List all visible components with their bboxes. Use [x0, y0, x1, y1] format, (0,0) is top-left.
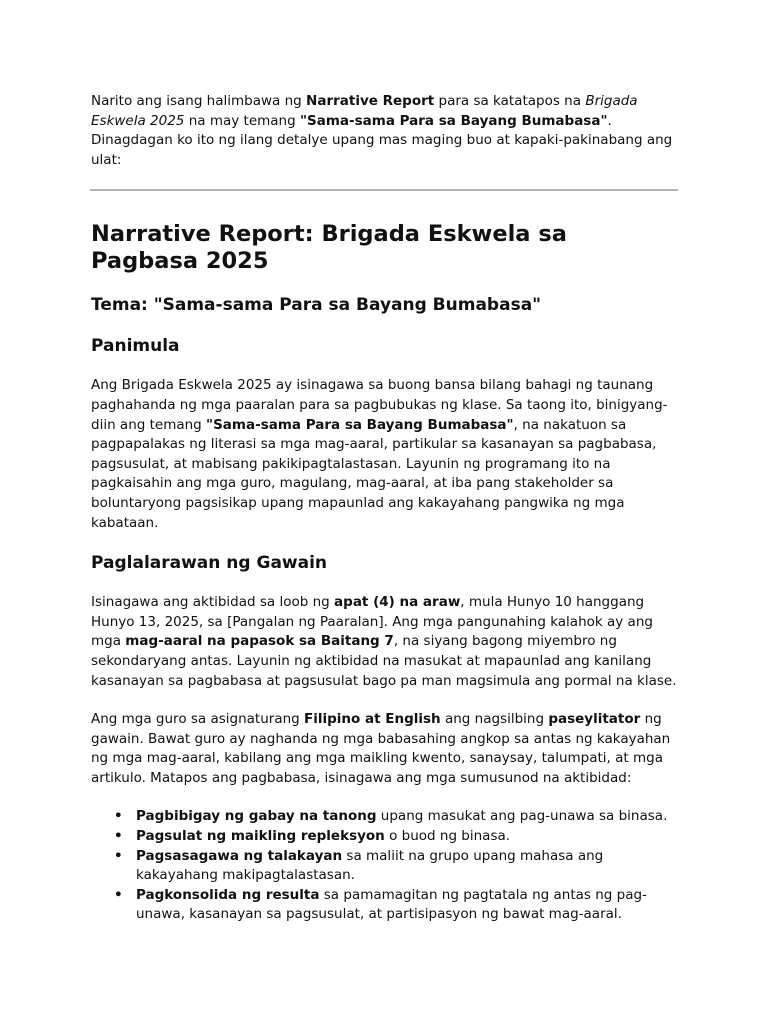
intro-bold-narrative-report: Narrative Report: [306, 93, 435, 109]
panimula-text: , na nakatuon sa pagpapalakas ng literasi sa mga mag-aaral, partikular sa kasanayan sa pagbabasa, pagsusulat, at mabisang pakikipagtalastasan. Layunin ng programang ito na pagkaisahin ang mga guro, magulang, mag-aaral, at iba pang stakeholder sa boluntaryong pagsisikap upang mapaunlad ang kakayahang pangwika ng mga kabataan.: [91, 416, 657, 531]
bullet-icon: •: [114, 828, 123, 845]
intro-bold-theme: "Sama-sama Para sa Bayang Bumabasa": [299, 112, 608, 129]
intro-paragraph: [91, 92, 681, 170]
gawain-text: ang nagsilbing: [440, 711, 549, 728]
gawain-bold-duration: apat (4) na araw: [334, 594, 461, 611]
gawain-paragraph-2: [91, 710, 681, 788]
list-item: [114, 847, 681, 886]
divider: [90, 189, 678, 191]
intro-text: . Dinagdagan ko ito ng ilang detalye upang mas maging buo at kapaki-pakinabang ang ulat:: [91, 112, 673, 168]
list-item-bold: Pagsulat ng maikling repleksyon: [136, 828, 385, 845]
list-item-bold: Pagkonsolida ng resulta: [136, 886, 320, 903]
bullet-icon: •: [114, 847, 123, 864]
list-item: [114, 886, 681, 925]
list-item-text: sa maliit na grupo upang mahasa ang kakayahang makipagtalastasan.: [136, 847, 604, 884]
bullet-icon: •: [114, 886, 123, 903]
list-item-bold: Pagsasagawa ng talakayan: [136, 847, 343, 864]
list-item: [114, 807, 681, 827]
gawain-text: Ang mga guro sa asignaturang: [91, 711, 305, 728]
gawain-text: Isinagawa ang aktibidad sa loob ng: [91, 594, 335, 611]
panimula-paragraph: [91, 376, 681, 533]
bullet-icon: •: [114, 808, 123, 825]
gawain-bold-facilitator: paseylitator: [548, 711, 641, 728]
section-heading-panimula: Panimula: [91, 336, 180, 357]
intro-text: na may temang: [184, 112, 300, 129]
list-item-text: o buod ng binasa.: [384, 828, 511, 845]
activity-list: [91, 807, 681, 925]
list-item: [114, 827, 681, 847]
gawain-bold-subjects: Filipino at English: [304, 711, 441, 728]
gawain-text: , mula Hunyo 10 hanggang Hunyo 13, 2025, sa [Pangalan ng Paaralan]. Ang mga pangunahing kalahok ay ang mga: [91, 594, 653, 650]
panimula-bold-theme: "Sama-sama Para sa Bayang Bumabasa": [206, 416, 514, 433]
theme-heading: Tema: "Sama-sama Para sa Bayang Bumabasa": [91, 295, 542, 316]
report-title: Narrative Report: Brigada Eskwela sa Pagbasa 2025: [91, 221, 567, 275]
gawain-text: , na siyang bagong miyembro ng sekondaryang antas. Layunin ng aktibidad na masukat at mapaunlad ang kanilang kasanayan sa pagbabasa at pagsusulat bago pa man magsimula ang pormal na klase.: [91, 633, 677, 689]
list-item-bold: Pagbibigay ng gabay na tanong: [136, 808, 377, 825]
panimula-text: Ang Brigada Eskwela 2025 ay isinagawa sa buong bansa bilang bahagi ng taunang paghahanda ng mga paaralan para sa pagbubukas ng klase. Sa taong ito, binigyang-diin ang temang: [91, 377, 668, 433]
section-heading-gawain: Paglalarawan ng Gawain: [91, 553, 328, 574]
document-page: [91, 92, 681, 925]
intro-text: para sa katatapos na: [434, 93, 586, 109]
gawain-bold-participants: mag-aaral na papasok sa Baitang 7: [125, 633, 394, 650]
intro-italic-event: Brigada Eskwela 2025: [91, 93, 638, 129]
gawain-paragraph-1: [91, 593, 681, 691]
gawain-text: ng gawain. Bawat guro ay naghanda ng mga babasahing angkop sa antas ng kakayahan ng mga mag-aaral, kabilang ang mga maikling kwento, sanaysay, talumpati, at mga artikulo. Matapos ang pagbabasa, isinagawa ang mga sumusunod na aktibidad:: [91, 711, 671, 786]
intro-text: Narito ang isang halimbawa ng: [91, 93, 307, 109]
list-item-text: upang masukat ang pag-unawa sa binasa.: [376, 808, 668, 825]
list-item-text: sa pamamagitan ng pagtatala ng antas ng pag-unawa, kasanayan sa pagsusulat, at partisipasyon ng bawat mag-aaral.: [136, 886, 647, 923]
